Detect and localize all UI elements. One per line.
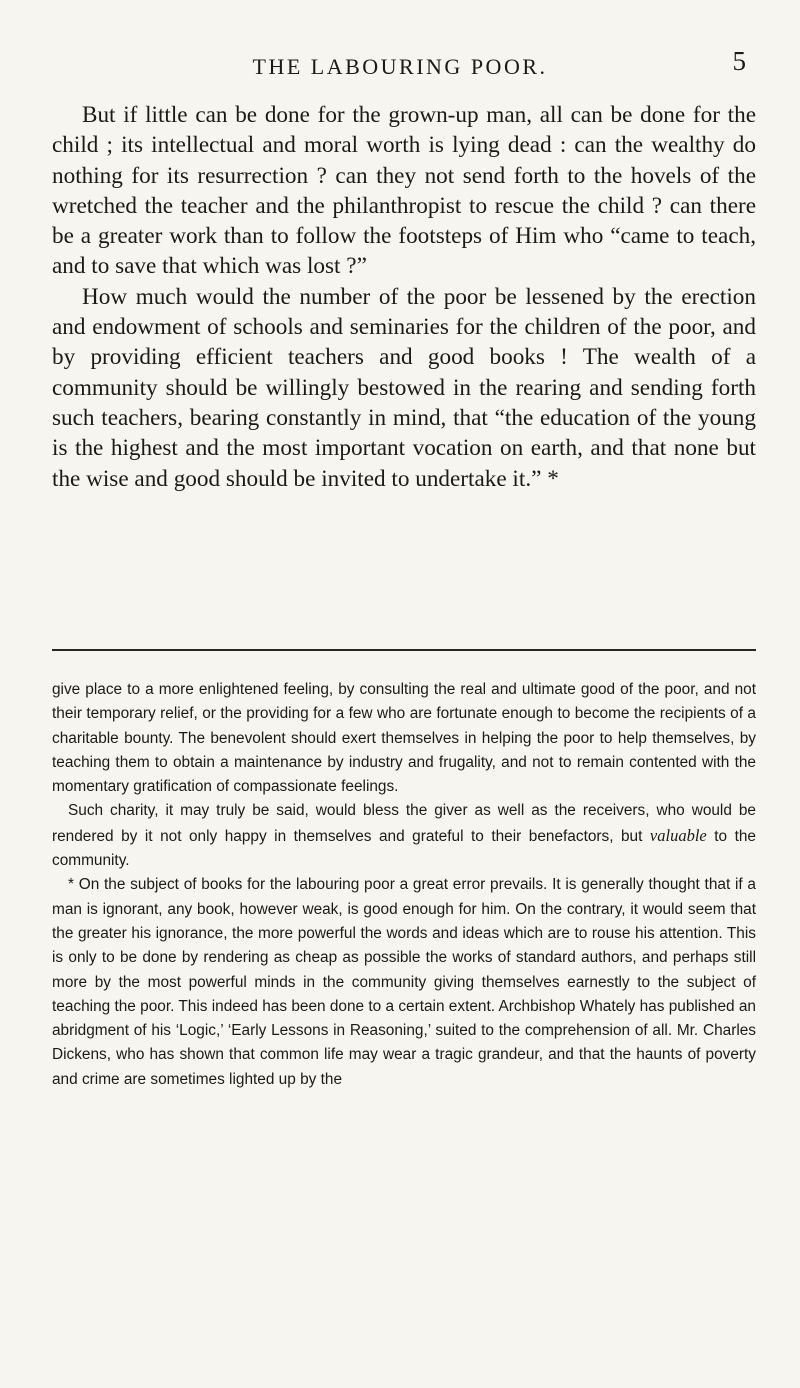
paragraph-1: But if little can be done for the grown-up man, all can be done for the child ; its intellectual and moral worth is lying dead : can the wealthy do nothing for its resurrection ? can they not send forth to the hovels of the wretched the teacher and the philanthropist to rescue the child ? can there be a greater work than to follow the footsteps of Him who “came to teach, and to save that which was lost ?” xyxy=(52,102,756,280)
page-number: 5 xyxy=(732,46,746,76)
running-title: THE LABOURING POOR. xyxy=(252,54,548,79)
charity-emphasis: valuable xyxy=(649,825,707,845)
footnote-rule xyxy=(52,649,756,651)
paragraph-2: How much would the number of the poor be lessened by the erection and endowment of schools and seminaries for the children of the poor, and by providing efficient teachers and good books ! The wealth of a community should be willingly bestowed in the rearing and sending forth such teachers, bearing constantly in mind, that “the education of the young is the highest and the most important vocation on earth, and that none but the wise and good should be invited to undertake it.” * xyxy=(52,283,756,492)
charity-text-before: Such charity, it may truly be said, would bless the giver as well as the receivers, who would be rendered by it not only happy in themselves and grateful to their benefactors, but xyxy=(52,802,756,845)
footnote-continuation: give place to a more enlightened feeling, by consulting the real and ultimate good of the poor, and not their temporary relief, or the providing for a few who are fortunate enough to become the recipients of a charitable bounty. The benevolent should exert themselves in helping the poor to help themselves, by teaching them to obtain a maintenance by industry and frugality, and not to remain contented with the momentary gratification of compassionate feelings. xyxy=(52,681,756,796)
footnote-books: * On the subject of books for the labouring poor a great error prevails. It is generally thought that if a man is ignorant, any book, however weak, is good enough for him. On the contrary, it would seem that the greater his ignorance, the more powerful the words and ideas which are to rouse his attention. This is only to be done by rendering as cheap as possible the works of standard authors, and perhaps still more by the most powerful minds in the community giving themselves earnestly to the subject of teaching the poor. This indeed has been done to a certain extent. Archbishop Whately has published an abridgment of his ‘Logic,’ ‘Early Lessons in Reasoning,’ suited to the comprehension of all. Mr. Charles Dickens, who has shown that common life may wear a tragic grandeur, and that the haunts of poverty and crime are sometimes lighted up by the xyxy=(52,876,756,1088)
page-header xyxy=(0,48,800,88)
footnotes xyxy=(52,678,756,1092)
charity-text-after: to the community. xyxy=(52,827,756,870)
main-text xyxy=(52,100,756,494)
footnote-charity xyxy=(52,799,756,873)
